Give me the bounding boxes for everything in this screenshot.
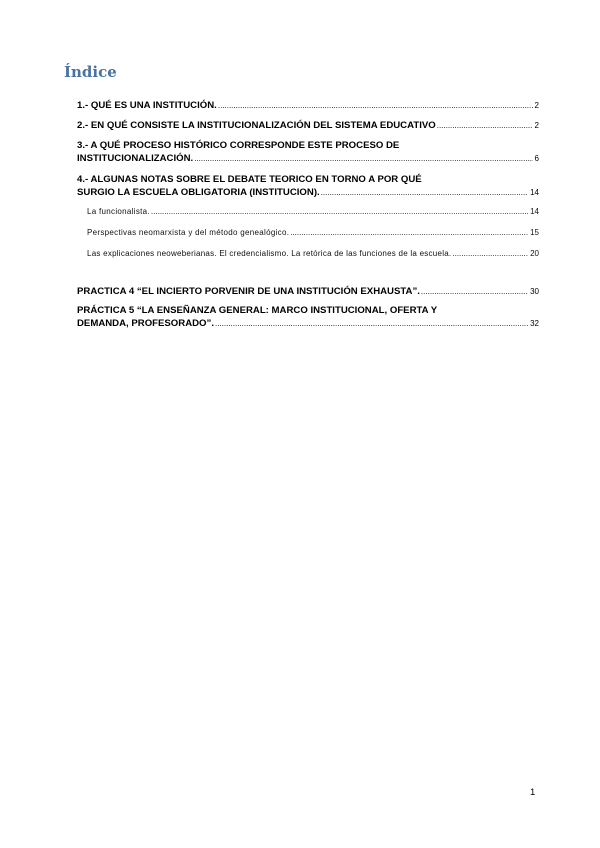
dot-leader: [437, 119, 533, 132]
dot-leader: [321, 186, 528, 199]
toc-entry-text: 4.- ALGUNAS NOTAS SOBRE EL DEBATE TEORICO EN TORNO A POR QUÉ: [77, 174, 422, 185]
toc-page-number: 30: [530, 287, 539, 296]
dot-leader: [215, 317, 528, 330]
toc-page-number: 15: [530, 228, 539, 237]
toc-entry-text-continued: INSTITUCIONALIZACIÓN.: [77, 153, 194, 164]
toc-entry-text: PRACTICA 4 “EL INCIERTO PORVENIR DE UNA INSTITUCIÓN EXHAUSTA”.: [77, 286, 420, 297]
page-number: 1: [530, 787, 536, 798]
table-of-contents: [77, 95, 539, 330]
toc-entry-4[interactable]: [77, 173, 539, 199]
toc-entry-text-continued: DEMANDA, PROFESORADO”.: [77, 318, 214, 329]
toc-entry-3[interactable]: [77, 139, 539, 165]
dot-leader: [194, 152, 532, 165]
toc-entry-1[interactable]: [77, 99, 539, 112]
dot-leader: [452, 248, 528, 260]
toc-page-number: 2: [534, 101, 539, 110]
toc-entry-text: 1.- QUÉ ES UNA INSTITUCIÓN.: [77, 100, 217, 111]
toc-page-number: 6: [534, 154, 539, 163]
toc-entry-4-2[interactable]: [77, 227, 539, 239]
dot-leader: [290, 227, 528, 239]
toc-entry-text: 3.- A QUÉ PROCESO HISTÓRICO CORRESPONDE ESTE PROCESO DE: [77, 140, 400, 151]
toc-entry-2[interactable]: [77, 119, 539, 132]
toc-page-number: 32: [530, 319, 539, 328]
toc-entry-text: 2.- EN QUÉ CONSISTE LA INSTITUCIONALIZACIÓN DEL SISTEMA EDUCATIVO: [77, 120, 436, 131]
toc-entry-4-1[interactable]: [77, 206, 539, 218]
toc-page-number: 2: [534, 121, 539, 130]
dot-leader: [218, 99, 533, 112]
page-title: Índice: [64, 63, 117, 81]
dot-leader: [151, 206, 528, 218]
toc-page-number: 20: [530, 249, 539, 258]
toc-page-number: 14: [530, 188, 539, 197]
toc-page-number: 14: [530, 207, 539, 216]
toc-entry-text: Las explicaciones neoweberianas. El credencialismo. La retórica de las funciones de la escuela.: [87, 249, 452, 258]
toc-entry-text-continued: SURGIO LA ESCUELA OBLIGATORIA (INSTITUCION).: [77, 187, 320, 198]
toc-entry-text: Perspectivas neomarxista y del método genealógico.: [87, 228, 290, 237]
dot-leader: [421, 285, 528, 298]
toc-entry-text: PRÁCTICA 5 “LA ENSEÑANZA GENERAL: MARCO INSTITUCIONAL, OFERTA Y: [77, 305, 438, 316]
toc-entry-4-3[interactable]: [77, 248, 539, 260]
toc-entry-practica-4[interactable]: [77, 285, 539, 298]
toc-entry-practica-5[interactable]: [77, 304, 539, 330]
toc-entry-text: La funcionalista.: [87, 207, 150, 216]
